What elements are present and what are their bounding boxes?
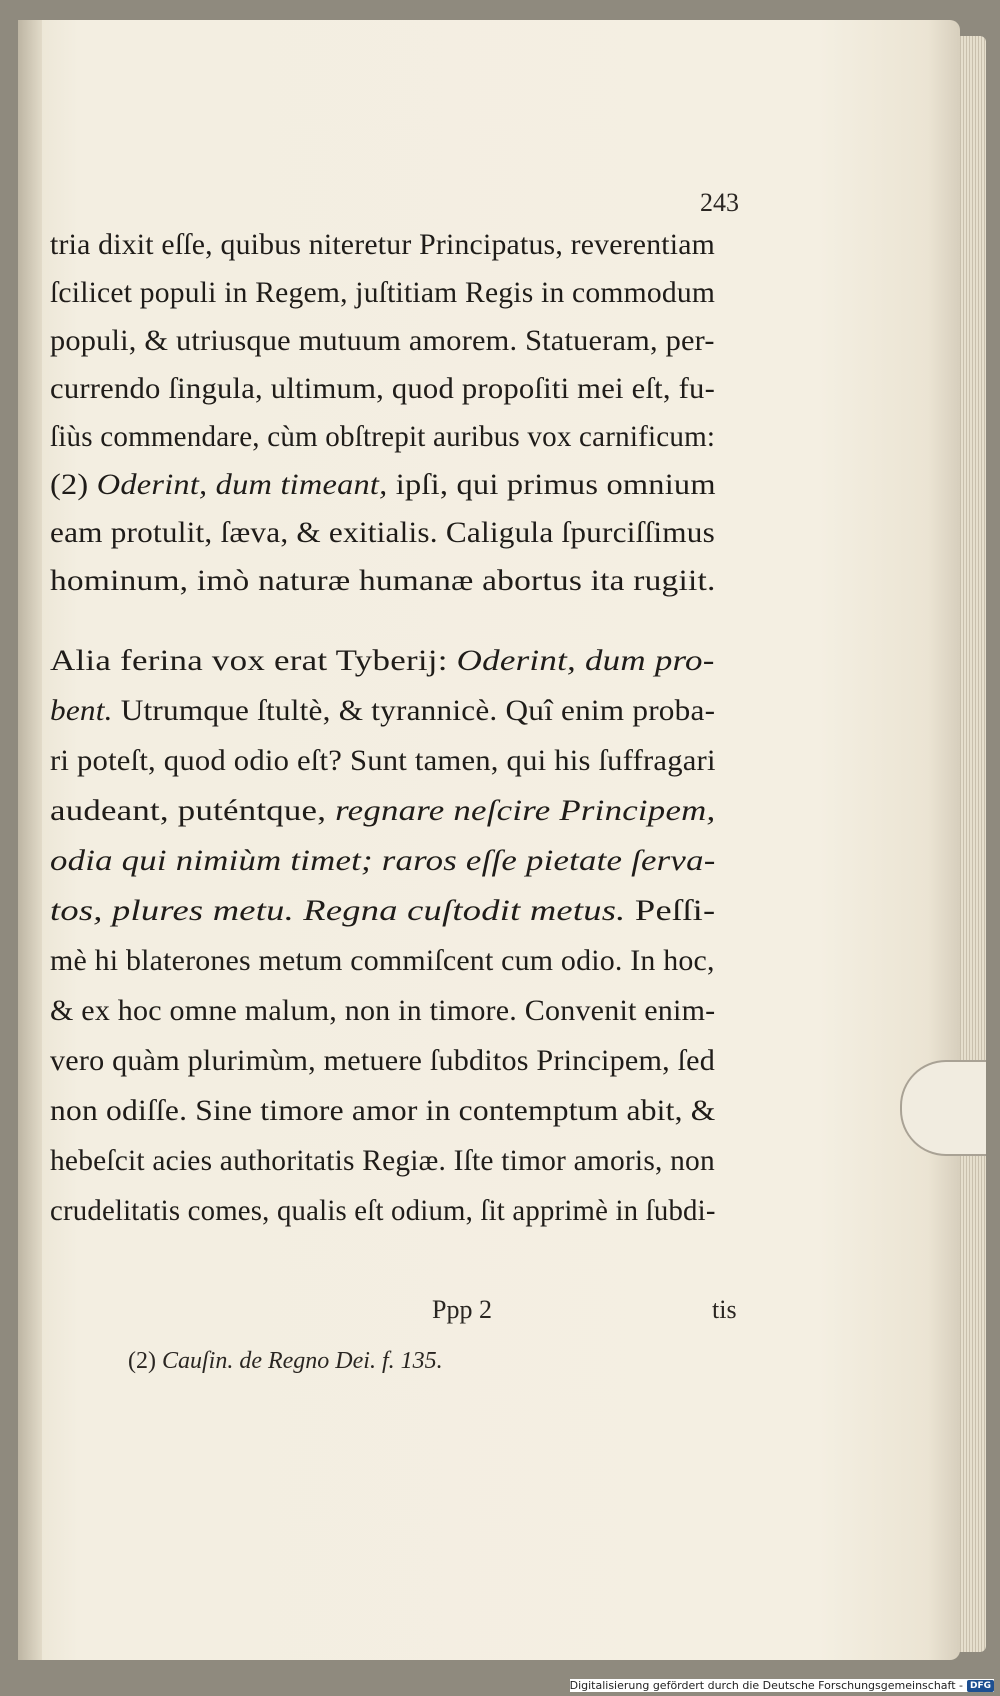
text-line <box>50 564 716 598</box>
roman-text: Alia ferina vox erat Tyberij: <box>50 644 457 677</box>
page-number: 243 <box>700 188 739 217</box>
roman-text: mè hi blaterones metum commiſcent cum odio. In hoc, <box>50 944 715 977</box>
roman-text: vero quàm plurimùm, metuere ſubditos Principem, ſed <box>50 1044 716 1077</box>
text-line <box>50 844 716 878</box>
roman-text: tria dixit eſſe, quibus niteretur Principatus, reverentiam <box>50 228 716 261</box>
text-line <box>50 794 715 828</box>
text-line <box>50 694 715 728</box>
text-line <box>50 994 715 1028</box>
text-line <box>50 516 715 550</box>
roman-text: Utrumque ſtultè, & tyrannicè. Quî enim proba- <box>112 694 716 727</box>
book-page <box>18 20 960 1660</box>
text-line <box>50 1044 715 1078</box>
text-line <box>50 644 715 678</box>
text-line <box>50 228 715 262</box>
roman-text: Peſſi- <box>625 894 716 927</box>
roman-text: ipſi, qui primus omnium <box>387 468 716 501</box>
signature-mark: Ppp 2 <box>432 1295 492 1324</box>
roman-text: hominum, imò naturæ humanæ abortus ita rugiit. <box>50 564 716 597</box>
roman-text: ſcilicet populi in Regem, juſtitiam Regis in commodum <box>50 276 716 309</box>
italic-text: Oderint, dum timeant, <box>96 468 388 501</box>
text-line <box>50 894 715 928</box>
footnote-number: (2) <box>128 1348 156 1374</box>
digitization-credit <box>570 1679 994 1692</box>
roman-text: & ex hoc omne malum, non in timore. Convenit enim- <box>50 994 716 1027</box>
roman-text: non odiſſe. Sine timore amor in contemptum abit, & <box>50 1094 716 1127</box>
roman-text: hebeſcit acies authoritatis Regiæ. Iſte timor amoris, non <box>50 1144 715 1177</box>
page-edges <box>958 36 986 1652</box>
dfg-logo: DFG <box>967 1680 994 1692</box>
roman-text: currendo ſingula, ultimum, quod propoſiti mei eſt, fu- <box>50 372 716 405</box>
text-line <box>50 468 716 502</box>
text-line <box>50 1144 715 1178</box>
roman-text: crudelitatis comes, qualis eſt odium, ſit apprimè in ſubdi- <box>50 1194 716 1227</box>
roman-text: audeant, puténtque, <box>50 794 336 827</box>
credit-text: Digitalisierung gefördert durch die Deutsche Forschungsgemeinschaft - <box>569 1679 963 1692</box>
text-line <box>50 420 715 454</box>
text-line <box>50 276 715 310</box>
italic-text: odia qui nimiùm timet; raros eſſe pietate ſerva- <box>50 844 716 877</box>
catchword: tis <box>712 1295 737 1324</box>
book-clasp-tab <box>900 1060 986 1156</box>
text-line <box>50 1094 716 1128</box>
italic-text: regnare neſcire Principem, <box>335 794 716 827</box>
footnote-citation: Cauſin. de Regno Dei. f. 135. <box>161 1348 443 1374</box>
italic-text: bent. <box>50 694 113 727</box>
roman-text: eam protulit, ſæva, & exitialis. Caligula ſpurciſſimus <box>50 516 716 549</box>
text-line <box>50 372 715 406</box>
italic-text: Oderint, dum pro- <box>456 644 715 677</box>
text-line <box>50 324 715 358</box>
roman-text: (2) <box>50 468 97 501</box>
text-line <box>50 944 715 978</box>
roman-text: populi, & utriusque mutuum amorem. Statueram, per- <box>50 324 715 357</box>
italic-text: tos, plures metu. Regna cuſtodit metus. <box>50 894 626 927</box>
roman-text: ſiùs commendare, cùm obſtrepit auribus vox carnificum: <box>50 420 716 453</box>
text-line <box>50 744 716 778</box>
text-line <box>50 1194 716 1228</box>
roman-text: ri poteſt, quod odio eſt? Sunt tamen, qui his ſuffragari <box>50 744 716 777</box>
footnote <box>128 1348 443 1375</box>
page-gutter <box>18 20 42 1660</box>
